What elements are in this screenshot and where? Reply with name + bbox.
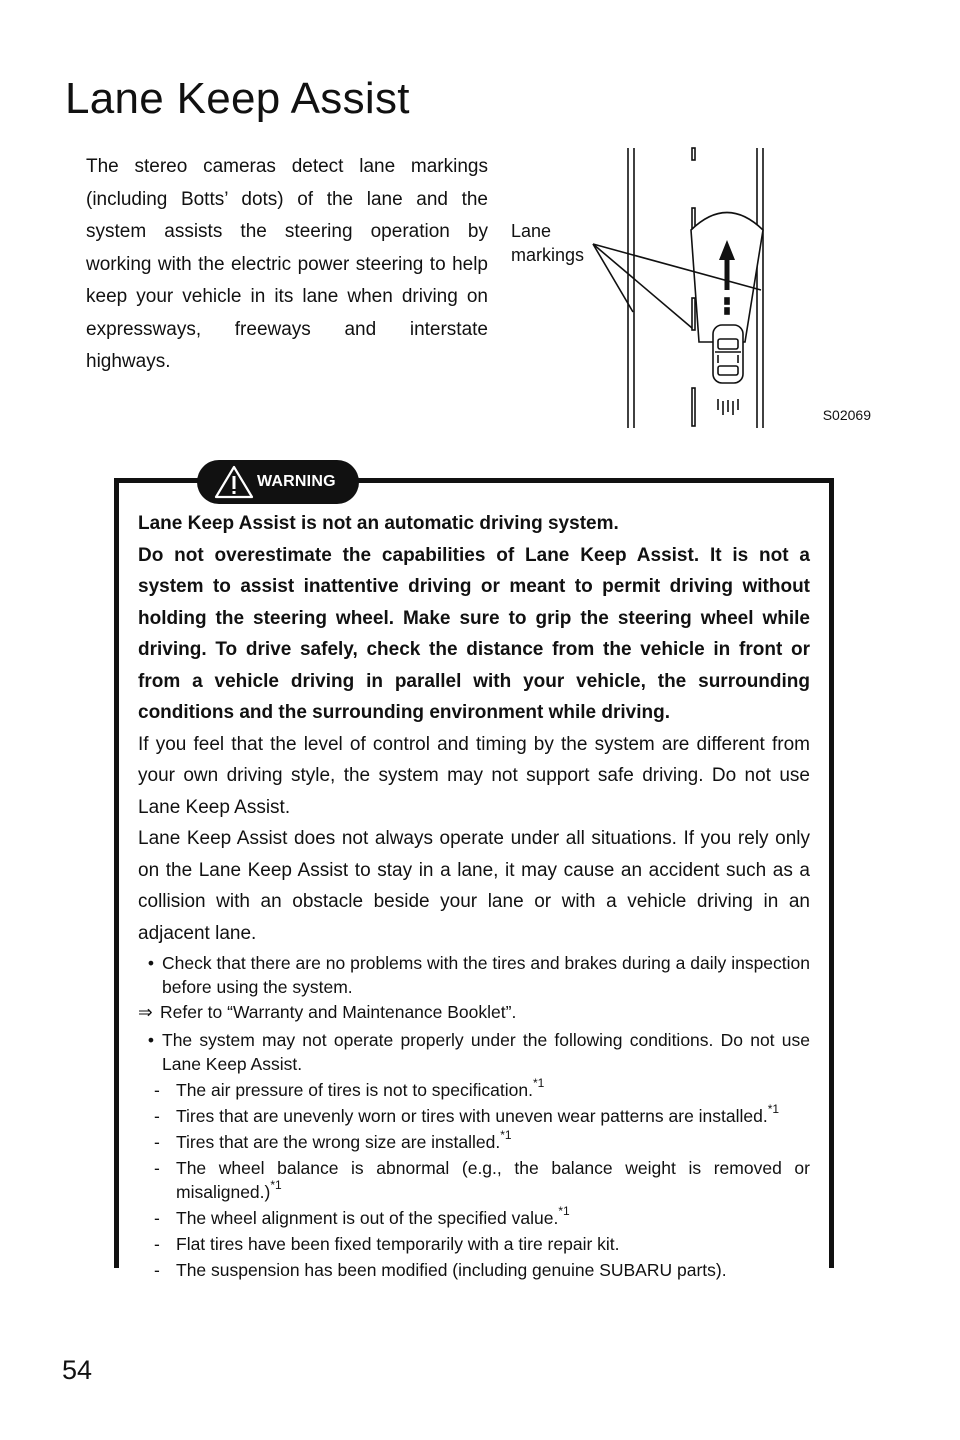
footnote-marker: *1 bbox=[500, 1128, 512, 1143]
warning-paragraph-4: Lane Keep Assist does not always operate under all situations. If you rely only on the Lane Keep Assist to stay in a lane, it may cause an accident such as a collision with an obstacle beside your lane or with a vehicle driving in an adjacent lane. bbox=[138, 828, 810, 944]
reference-text: Refer to “Warranty and Maintenance Booklet”. bbox=[160, 1002, 517, 1022]
reference-line bbox=[138, 1000, 810, 1024]
dash-marker: - bbox=[154, 1208, 160, 1228]
condition-item bbox=[138, 1104, 810, 1128]
footnote-marker: *1 bbox=[270, 1178, 282, 1193]
dash-marker: - bbox=[154, 1234, 160, 1254]
condition-item bbox=[138, 1078, 810, 1102]
dash-marker: - bbox=[154, 1080, 160, 1100]
warning-paragraph-3: If you feel that the level of control and timing by the system are different from your own driving style, the system may not support safe driving. Do not use Lane Keep Assist. bbox=[138, 733, 810, 818]
lane-diagram bbox=[505, 140, 875, 435]
condition-text: Tires that are unevenly worn or tires with uneven wear patterns are installed. bbox=[176, 1106, 768, 1126]
dash-marker: - bbox=[154, 1158, 160, 1178]
condition-text: The wheel balance is abnormal (e.g., the balance weight is removed or misaligned.) bbox=[176, 1158, 810, 1202]
page-number: 54 bbox=[62, 1355, 93, 1385]
condition-item bbox=[138, 1156, 810, 1204]
warning-content bbox=[138, 508, 810, 1282]
footnote-marker: *1 bbox=[558, 1204, 570, 1219]
bullet-icon: • bbox=[147, 1030, 155, 1050]
warning-bold-2: Do not overestimate the capabilities of Lane Keep Assist. It is not a system to assist inattentive driving or meant to permit driving without holding the steering wheel. Make sure to grip the steering wheel while driving. To drive safely, check the distance from the vehicle in front or from a vehicle driving in parallel with your vehicle, the surrounding conditions and the surrounding environment while driving. bbox=[138, 544, 810, 723]
footnote-marker: *1 bbox=[767, 1102, 780, 1117]
figure-code: S02069 bbox=[822, 407, 871, 423]
condition-text: Tires that are the wrong size are installed. bbox=[176, 1132, 501, 1152]
lane-markings-label bbox=[511, 219, 584, 267]
bullet-text: Check that there are no problems with the tires and brakes during a daily inspection before using the system. bbox=[162, 953, 810, 997]
condition-text: Flat tires have been fixed temporarily with a tire repair kit. bbox=[176, 1234, 620, 1254]
condition-item bbox=[138, 1206, 810, 1230]
intro-paragraph: The stereo cameras detect lane markings (including Botts’ dots) of the lane and the system assists the steering operation by working with the electric power steering to help keep your vehicle in its lane when driving on expressways, freeways and interstate highways. bbox=[86, 156, 488, 372]
condition-item bbox=[138, 1232, 810, 1256]
warning-bold-1: Lane Keep Assist is not an automatic driving system. bbox=[138, 513, 619, 534]
dash-marker: - bbox=[154, 1106, 160, 1126]
warning-label: WARNING bbox=[257, 473, 336, 490]
dash-marker: - bbox=[154, 1260, 160, 1280]
label-line-1: Lane bbox=[511, 221, 552, 241]
condition-text: The suspension has been modified (including genuine SUBARU parts). bbox=[176, 1260, 727, 1280]
bullet-text: The system may not operate properly under the following conditions. Do not use Lane Keep Assist. bbox=[162, 1030, 810, 1074]
condition-item bbox=[138, 1258, 810, 1282]
bullet-icon: • bbox=[147, 953, 155, 973]
warning-badge bbox=[197, 460, 359, 504]
footnote-marker: *1 bbox=[532, 1076, 545, 1091]
list-item bbox=[138, 1028, 810, 1076]
condition-text: The air pressure of tires is not to specification. bbox=[176, 1080, 533, 1100]
warning-list bbox=[138, 951, 810, 1282]
page-title: Lane Keep Assist bbox=[65, 74, 410, 123]
dash-marker: - bbox=[154, 1132, 160, 1152]
condition-text: The wheel alignment is out of the specified value. bbox=[176, 1208, 559, 1228]
condition-item bbox=[138, 1130, 810, 1154]
arrow-icon: ⇒ bbox=[138, 1002, 153, 1022]
lane-diagram-graphic bbox=[505, 140, 875, 435]
list-item bbox=[138, 951, 810, 999]
label-line-2: markings bbox=[511, 245, 585, 265]
warning-triangle-icon bbox=[213, 464, 255, 500]
